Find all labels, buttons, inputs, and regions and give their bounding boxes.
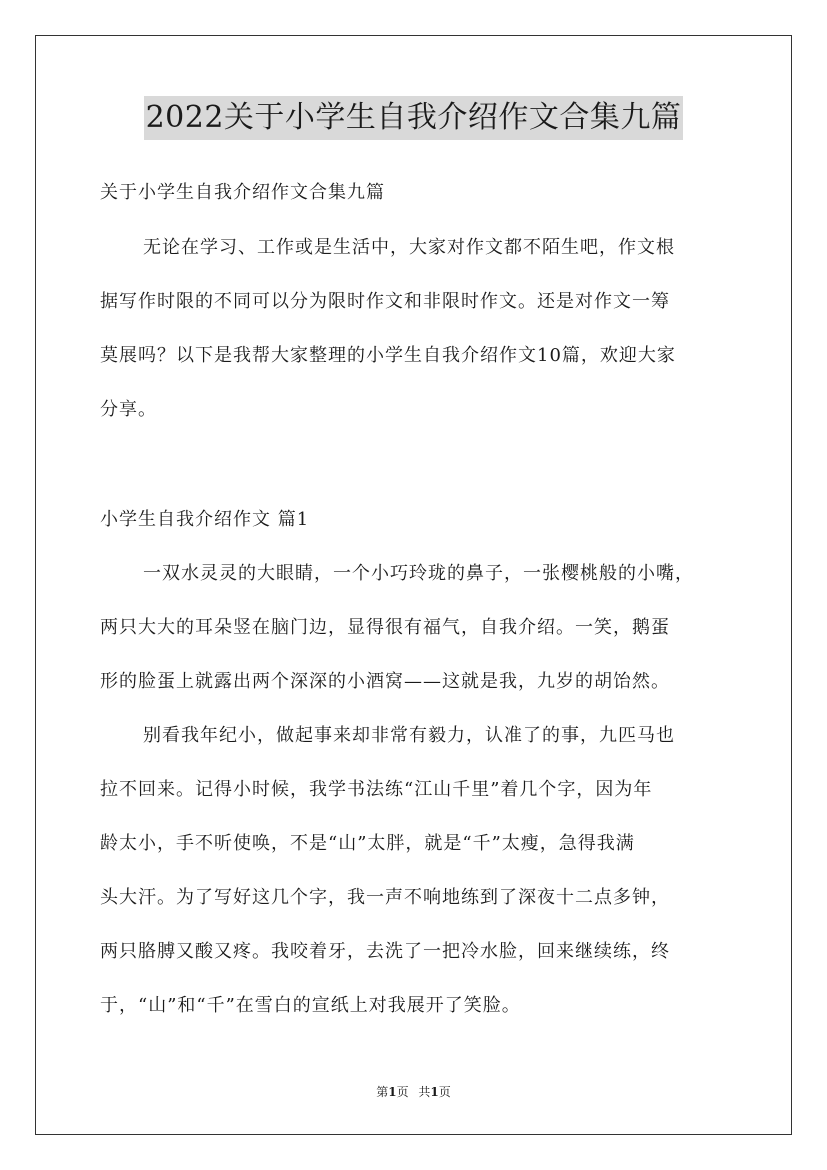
document-subtitle: 关于小学生自我介绍作文合集九篇 [100, 182, 385, 203]
paragraph-line: 别看我年纪小，做起事来却非常有毅力，认准了的事，九匹马也 [143, 725, 675, 746]
intro-line: 分享。 [100, 399, 157, 420]
page-indicator [376, 1085, 408, 1099]
intro-line: 无论在学习、工作或是生活中，大家对作文都不陌生吧，作文根 [143, 237, 675, 258]
page-number: 1 [388, 1085, 397, 1099]
intro-line: 据写作时限的不同可以分为限时作文和非限时作文。还是对作文一筹 [100, 291, 670, 312]
total-indicator [418, 1085, 450, 1099]
paragraph-line: 于，“山”和“千”在雪白的宣纸上对我展开了笑脸。 [100, 995, 521, 1016]
paragraph-line: 两只胳膊又酸又疼。我咬着牙，去洗了一把冷水脸，回来继续练，终 [100, 941, 670, 962]
section-heading: 小学生自我介绍作文 篇1 [100, 509, 310, 530]
paragraph-line: 一双水灵灵的大眼睛，一个小巧玲珑的鼻子，一张樱桃般的小嘴， [143, 563, 694, 584]
document-title: 2022关于小学生自我介绍作文合集九篇 [144, 96, 684, 140]
paragraph-line: 形的脸蛋上就露出两个深深的小酒窝——这就是我，九岁的胡饴然。 [100, 671, 670, 692]
paragraph-line: 龄太小，手不听使唤，不是“山”太胖，就是“千”太瘦，急得我满 [100, 833, 635, 854]
total-pages: 1 [430, 1085, 439, 1099]
title-container [0, 96, 827, 140]
total-label-prefix: 共 [418, 1085, 431, 1099]
intro-line: 莫展吗？以下是我帮大家整理的小学生自我介绍作文10篇，欢迎大家 [100, 345, 676, 366]
page-label-prefix: 第 [376, 1085, 389, 1099]
paragraph-line: 拉不回来。记得小时候，我学书法练“江山千里”着几个字，因为年 [100, 779, 653, 800]
page-label-suffix: 页 [396, 1085, 409, 1099]
paragraph-line: 两只大大的耳朵竖在脑门边，显得很有福气，自我介绍。一笑，鹅蛋 [100, 617, 670, 638]
total-label-suffix: 页 [438, 1085, 451, 1099]
paragraph-line: 头大汗。为了写好这几个字，我一声不响地练到了深夜十二点多钟， [100, 887, 670, 908]
page-footer [0, 1084, 827, 1100]
